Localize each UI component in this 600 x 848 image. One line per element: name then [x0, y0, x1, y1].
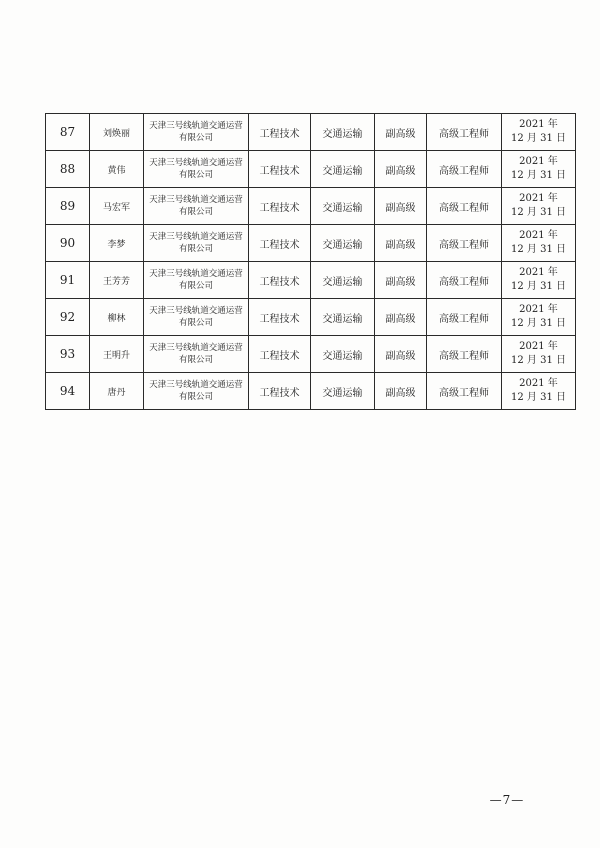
unit-line: 有限公司: [178, 318, 213, 328]
unit-line: 有限公司: [178, 170, 213, 180]
table-row: [46, 373, 576, 410]
specialty-cell: 交通运输: [311, 299, 375, 336]
date-year: 2021 年: [519, 193, 558, 204]
date-day: 12 月 31 日: [511, 392, 566, 403]
name-cell: 李梦: [90, 225, 144, 262]
title-cell: 高级工程师: [427, 299, 502, 336]
title-cell: 高级工程师: [427, 188, 502, 225]
date-day: 12 月 31 日: [511, 244, 566, 255]
unit-line: 有限公司: [178, 133, 213, 143]
unit-line: 天津三号线轨道交通运营: [149, 269, 243, 279]
specialty-cell: 交通运输: [311, 225, 375, 262]
name-cell: 王芳芳: [90, 262, 144, 299]
specialty-cell: 交通运输: [311, 114, 375, 151]
name-cell: 刘焕丽: [90, 114, 144, 151]
specialty-cell: 交通运输: [311, 262, 375, 299]
level-cell: 副高级: [375, 373, 427, 410]
table-row: [46, 299, 576, 336]
table-row: [46, 336, 576, 373]
table-row: [46, 151, 576, 188]
title-cell: 高级工程师: [427, 114, 502, 151]
table-body: [46, 114, 576, 410]
unit-cell: [144, 188, 249, 225]
page-number: —7—: [489, 793, 525, 807]
table-row: [46, 114, 576, 151]
date-day: 12 月 31 日: [511, 318, 566, 329]
series-cell: 工程技术: [249, 373, 311, 410]
unit-line: 有限公司: [178, 281, 213, 291]
unit-line: 天津三号线轨道交通运营: [149, 158, 243, 168]
series-cell: 工程技术: [249, 188, 311, 225]
unit-line: 有限公司: [178, 207, 213, 217]
series-cell: 工程技术: [249, 336, 311, 373]
date-day: 12 月 31 日: [511, 133, 566, 144]
unit-line: 有限公司: [178, 355, 213, 365]
unit-line: 天津三号线轨道交通运营: [149, 306, 243, 316]
title-cell: 高级工程师: [427, 262, 502, 299]
series-cell: 工程技术: [249, 299, 311, 336]
unit-line: 天津三号线轨道交通运营: [149, 195, 243, 205]
title-cell: 高级工程师: [427, 225, 502, 262]
level-cell: 副高级: [375, 151, 427, 188]
date-year: 2021 年: [519, 341, 558, 352]
unit-line: 天津三号线轨道交通运营: [149, 232, 243, 242]
level-cell: 副高级: [375, 188, 427, 225]
table-row: [46, 225, 576, 262]
date-year: 2021 年: [519, 156, 558, 167]
table-row: [46, 188, 576, 225]
title-cell: 高级工程师: [427, 336, 502, 373]
seq-cell: 93: [46, 336, 90, 373]
name-cell: 王明升: [90, 336, 144, 373]
level-cell: 副高级: [375, 262, 427, 299]
date-year: 2021 年: [519, 378, 558, 389]
date-cell: [502, 336, 576, 373]
series-cell: 工程技术: [249, 151, 311, 188]
unit-line: 有限公司: [178, 244, 213, 254]
level-cell: 副高级: [375, 299, 427, 336]
unit-line: 天津三号线轨道交通运营: [149, 380, 243, 390]
name-cell: 黄伟: [90, 151, 144, 188]
date-day: 12 月 31 日: [511, 355, 566, 366]
date-year: 2021 年: [519, 267, 558, 278]
date-cell: [502, 151, 576, 188]
unit-cell: [144, 299, 249, 336]
unit-cell: [144, 373, 249, 410]
title-cell: 高级工程师: [427, 151, 502, 188]
series-cell: 工程技术: [249, 225, 311, 262]
level-cell: 副高级: [375, 225, 427, 262]
unit-line: 有限公司: [178, 392, 213, 402]
seq-cell: 87: [46, 114, 90, 151]
date-day: 12 月 31 日: [511, 281, 566, 292]
personnel-table: [45, 113, 576, 410]
seq-cell: 89: [46, 188, 90, 225]
specialty-cell: 交通运输: [311, 188, 375, 225]
date-cell: [502, 262, 576, 299]
seq-cell: 91: [46, 262, 90, 299]
seq-cell: 90: [46, 225, 90, 262]
unit-cell: [144, 336, 249, 373]
table-row: [46, 262, 576, 299]
date-cell: [502, 188, 576, 225]
specialty-cell: 交通运输: [311, 336, 375, 373]
unit-line: 天津三号线轨道交通运营: [149, 121, 243, 131]
date-day: 12 月 31 日: [511, 170, 566, 181]
level-cell: 副高级: [375, 336, 427, 373]
unit-cell: [144, 151, 249, 188]
series-cell: 工程技术: [249, 262, 311, 299]
date-cell: [502, 225, 576, 262]
unit-cell: [144, 225, 249, 262]
specialty-cell: 交通运输: [311, 151, 375, 188]
date-year: 2021 年: [519, 119, 558, 130]
seq-cell: 92: [46, 299, 90, 336]
date-cell: [502, 114, 576, 151]
date-year: 2021 年: [519, 304, 558, 315]
date-cell: [502, 299, 576, 336]
series-cell: 工程技术: [249, 114, 311, 151]
unit-line: 天津三号线轨道交通运营: [149, 343, 243, 353]
seq-cell: 88: [46, 151, 90, 188]
unit-cell: [144, 114, 249, 151]
name-cell: 马宏军: [90, 188, 144, 225]
unit-cell: [144, 262, 249, 299]
date-year: 2021 年: [519, 230, 558, 241]
specialty-cell: 交通运输: [311, 373, 375, 410]
name-cell: 柳林: [90, 299, 144, 336]
name-cell: 唐丹: [90, 373, 144, 410]
date-cell: [502, 373, 576, 410]
title-cell: 高级工程师: [427, 373, 502, 410]
date-day: 12 月 31 日: [511, 207, 566, 218]
seq-cell: 94: [46, 373, 90, 410]
level-cell: 副高级: [375, 114, 427, 151]
